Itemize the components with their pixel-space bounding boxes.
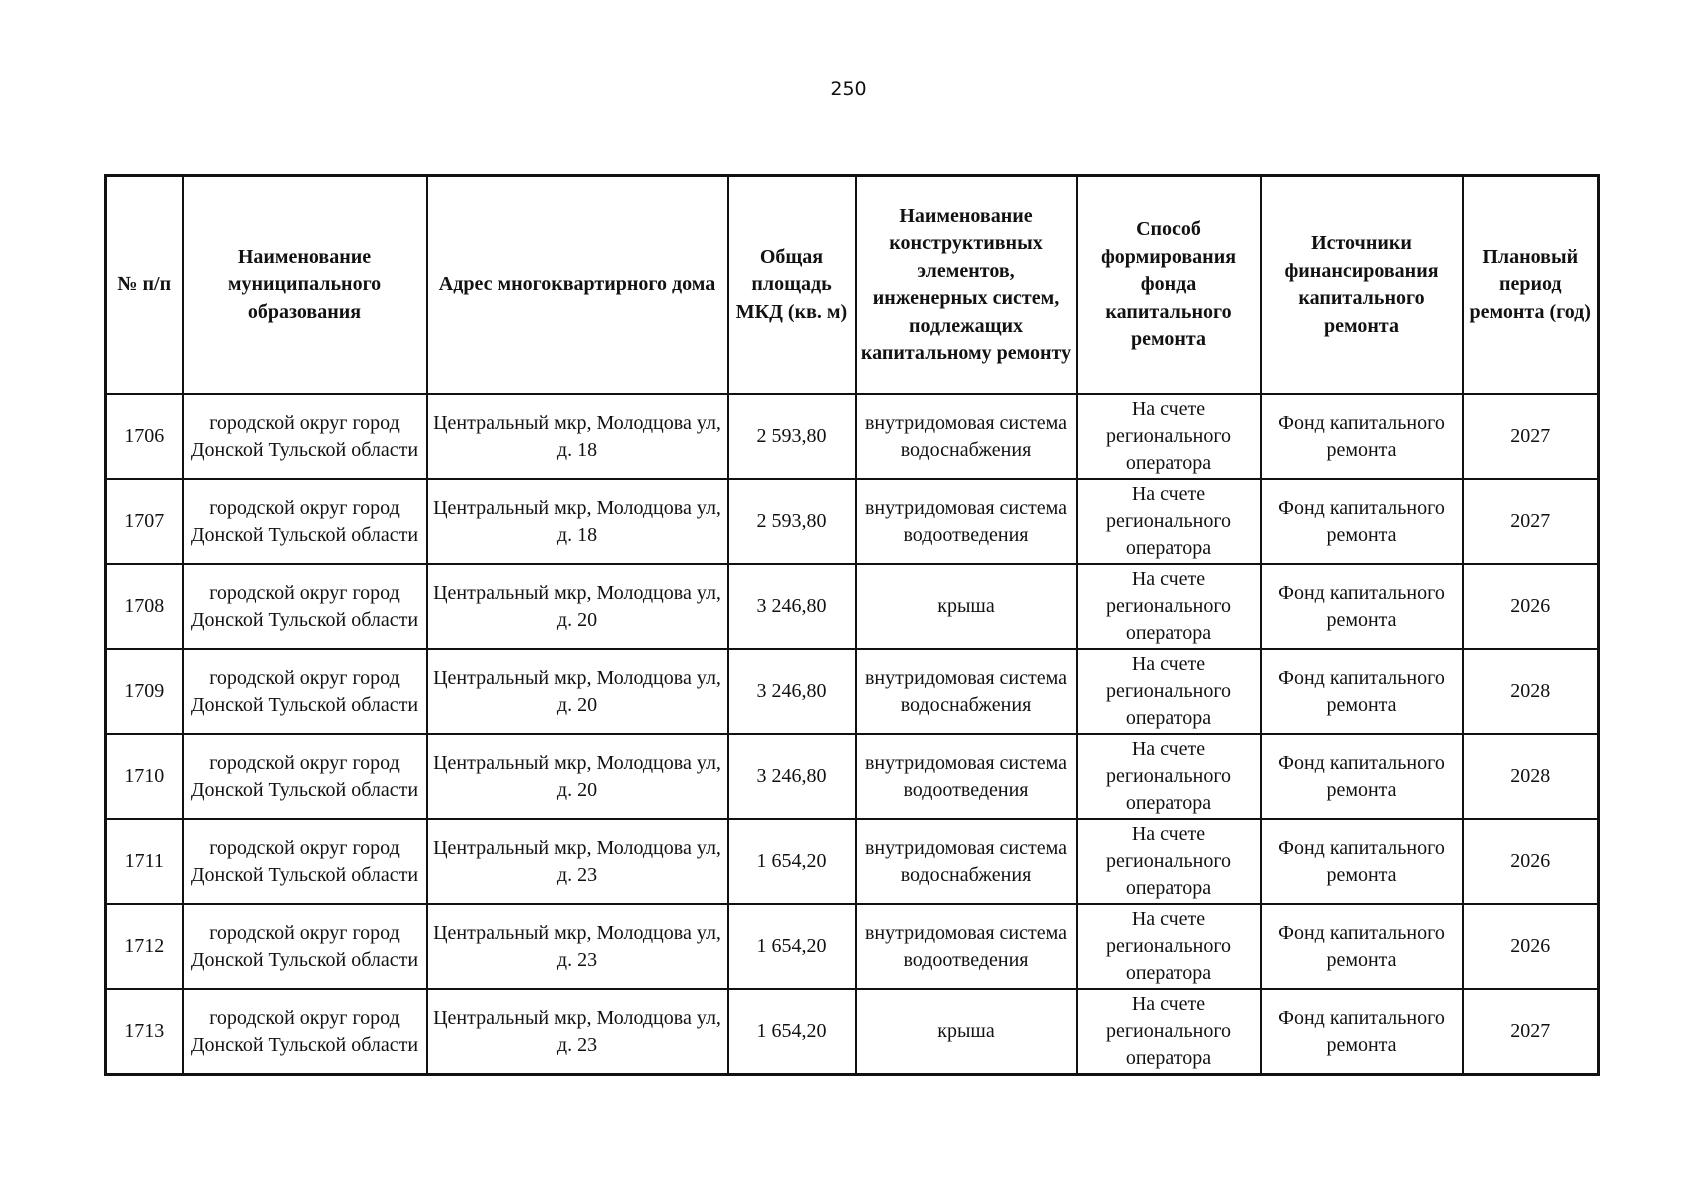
cell-fund-method: На счете регионального оператора	[1077, 734, 1261, 819]
cell-address: Центральный мкр, Молодцова ул, д. 20	[427, 734, 728, 819]
cell-period: 2027	[1463, 394, 1599, 479]
cell-financing: Фонд капитального ремонта	[1261, 904, 1463, 989]
table-row	[106, 819, 1599, 904]
header-number: № п/п	[106, 176, 183, 395]
cell-element: внутридомовая система водоотведения	[856, 904, 1077, 989]
header-period: Плановый период ремонта (год)	[1463, 176, 1599, 395]
table-row	[106, 479, 1599, 564]
header-address: Адрес многоквартирного дома	[427, 176, 728, 395]
cell-financing: Фонд капитального ремонта	[1261, 989, 1463, 1075]
cell-area: 1 654,20	[728, 819, 856, 904]
cell-area: 1 654,20	[728, 904, 856, 989]
cell-municipality: городской округ город Донской Тульской области	[183, 734, 427, 819]
cell-address: Центральный мкр, Молодцова ул, д. 18	[427, 479, 728, 564]
cell-municipality: городской округ город Донской Тульской области	[183, 989, 427, 1075]
cell-financing: Фонд капитального ремонта	[1261, 394, 1463, 479]
cell-financing: Фонд капитального ремонта	[1261, 734, 1463, 819]
cell-municipality: городской округ город Донской Тульской области	[183, 394, 427, 479]
cell-number: 1709	[106, 649, 183, 734]
cell-area: 1 654,20	[728, 989, 856, 1075]
cell-element: внутридомовая система водоснабжения	[856, 649, 1077, 734]
cell-fund-method: На счете регионального оператора	[1077, 649, 1261, 734]
cell-address: Центральный мкр, Молодцова ул, д. 23	[427, 989, 728, 1075]
cell-element: крыша	[856, 564, 1077, 649]
cell-municipality: городской округ город Донской Тульской области	[183, 819, 427, 904]
cell-fund-method: На счете регионального оператора	[1077, 564, 1261, 649]
cell-address: Центральный мкр, Молодцова ул, д. 18	[427, 394, 728, 479]
cell-element: внутридомовая система водоотведения	[856, 734, 1077, 819]
cell-municipality: городской округ город Донской Тульской области	[183, 479, 427, 564]
cell-fund-method: На счете регионального оператора	[1077, 479, 1261, 564]
cell-fund-method: На счете регионального оператора	[1077, 819, 1261, 904]
header-fund-method: Способ формирования фонда капитального ремонта	[1077, 176, 1261, 395]
cell-financing: Фонд капитального ремонта	[1261, 564, 1463, 649]
cell-number: 1712	[106, 904, 183, 989]
cell-area: 3 246,80	[728, 649, 856, 734]
cell-area: 2 593,80	[728, 394, 856, 479]
cell-period: 2026	[1463, 564, 1599, 649]
cell-period: 2028	[1463, 734, 1599, 819]
table-row	[106, 564, 1599, 649]
cell-fund-method: На счете регионального оператора	[1077, 989, 1261, 1075]
header-municipality: Наименование муниципального образования	[183, 176, 427, 395]
cell-address: Центральный мкр, Молодцова ул, д. 20	[427, 649, 728, 734]
header-financing: Источники финансирования капитального ремонта	[1261, 176, 1463, 395]
cell-financing: Фонд капитального ремонта	[1261, 649, 1463, 734]
cell-number: 1711	[106, 819, 183, 904]
cell-element: крыша	[856, 989, 1077, 1075]
cell-number: 1706	[106, 394, 183, 479]
cell-number: 1710	[106, 734, 183, 819]
page-number: 250	[830, 78, 867, 100]
cell-period: 2028	[1463, 649, 1599, 734]
cell-area: 3 246,80	[728, 734, 856, 819]
table-row	[106, 649, 1599, 734]
cell-element: внутридомовая система водоснабжения	[856, 394, 1077, 479]
table-row	[106, 394, 1599, 479]
cell-element: внутридомовая система водоснабжения	[856, 819, 1077, 904]
header-elements: Наименование конструктивных элементов, инженерных систем, подлежащих капитальному ремонту	[856, 176, 1077, 395]
cell-period: 2026	[1463, 904, 1599, 989]
cell-municipality: городской округ город Донской Тульской области	[183, 649, 427, 734]
table-row	[106, 904, 1599, 989]
cell-municipality: городской округ город Донской Тульской области	[183, 904, 427, 989]
header-row	[106, 176, 1599, 395]
cell-period: 2027	[1463, 989, 1599, 1075]
cell-address: Центральный мкр, Молодцова ул, д. 23	[427, 819, 728, 904]
cell-period: 2027	[1463, 479, 1599, 564]
cell-municipality: городской округ город Донской Тульской области	[183, 564, 427, 649]
cell-fund-method: На счете регионального оператора	[1077, 904, 1261, 989]
cell-area: 3 246,80	[728, 564, 856, 649]
cell-financing: Фонд капитального ремонта	[1261, 479, 1463, 564]
cell-financing: Фонд капитального ремонта	[1261, 819, 1463, 904]
cell-period: 2026	[1463, 819, 1599, 904]
cell-element: внутридомовая система водоотведения	[856, 479, 1077, 564]
cell-address: Центральный мкр, Молодцова ул, д. 20	[427, 564, 728, 649]
cell-number: 1713	[106, 989, 183, 1075]
capital-repair-table	[104, 174, 1600, 1076]
cell-address: Центральный мкр, Молодцова ул, д. 23	[427, 904, 728, 989]
table-row	[106, 989, 1599, 1075]
cell-number: 1708	[106, 564, 183, 649]
table-row	[106, 734, 1599, 819]
cell-number: 1707	[106, 479, 183, 564]
cell-area: 2 593,80	[728, 479, 856, 564]
cell-fund-method: На счете регионального оператора	[1077, 394, 1261, 479]
header-area: Общая площадь МКД (кв. м)	[728, 176, 856, 395]
